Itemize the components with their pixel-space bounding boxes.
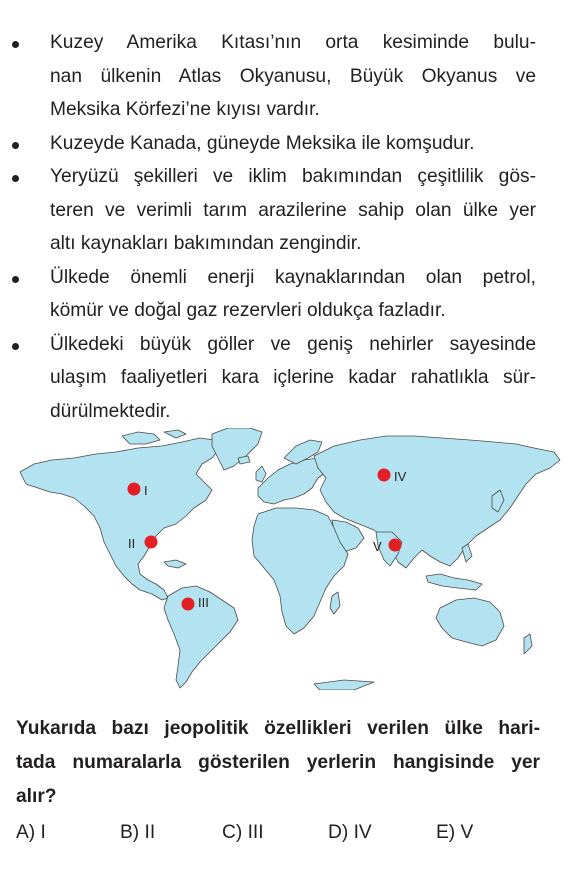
caribbean [164, 560, 186, 568]
bullet-dot-icon [12, 276, 19, 283]
madagascar [330, 592, 340, 614]
antarctica [314, 680, 374, 690]
continents [20, 428, 560, 690]
bullet-item [0, 261, 536, 328]
marker-v-dot [389, 539, 402, 552]
arctic-islands [122, 432, 160, 444]
option-e[interactable]: E) V [436, 822, 474, 843]
bullet-item [0, 127, 536, 161]
bullet-line: teren ve verimli tarım arazilerine sahip olan ülke yer [50, 199, 536, 221]
britain [256, 466, 266, 482]
marker-iii-label: III [198, 595, 209, 610]
marker-i-label: I [144, 483, 148, 498]
bullet-line: Ülkedeki büyük göller ve geniş nehirler sayesinde [50, 333, 536, 355]
africa [252, 508, 348, 634]
marker-ii-label: II [128, 536, 136, 551]
answer-options [16, 822, 556, 852]
bullet-line: Ülkede önemli enerji kaynaklarından olan petrol, [50, 266, 536, 288]
marker-iv-label: IV [394, 469, 407, 484]
bullet-line: Kuzey Amerika Kıtası’nın orta kesiminde bulu- [50, 32, 536, 53]
bullet-line: kömür ve doğal gaz rezervleri oldukça fazladır. [50, 300, 446, 321]
bullet-line: Kuzeyde Kanada, güneyde Meksika ile komşudur. [50, 132, 475, 154]
bullet-line: Yeryüzü şekilleri ve iklim bakımından çeşitlilik gös- [50, 166, 536, 187]
new-zealand [524, 634, 532, 654]
bullet-dot-icon [12, 142, 19, 149]
marker-v-label: V [373, 539, 382, 554]
option-a[interactable]: A) I [16, 822, 46, 843]
bullet-list [0, 26, 572, 428]
bullet-item [0, 328, 536, 429]
bullet-line: altı kaynakları bakımından zengindir. [50, 233, 362, 254]
option-c[interactable]: C) III [222, 822, 264, 843]
marker-ii-dot [145, 536, 158, 549]
world-map [14, 428, 562, 690]
question-line: Yukarıda bazı jeopolitik özellikleri verilen ülke hari- [16, 718, 540, 739]
bullet-dot-icon [12, 175, 19, 182]
bullet-line: Meksika Körfezi’ne kıyısı vardır. [50, 99, 320, 120]
question-text [16, 712, 540, 814]
australia [436, 598, 504, 646]
option-d[interactable]: D) IV [328, 822, 372, 843]
option-b[interactable]: B) II [120, 822, 156, 843]
arctic-islands [164, 430, 186, 438]
bullet-line: ulaşım faaliyetleri kara içlerine kadar rahatlıkla sür- [50, 367, 536, 388]
marker-iv-dot [378, 469, 391, 482]
bullet-line: dürülmektedir. [50, 400, 171, 422]
marker-iii-dot [182, 598, 195, 611]
marker-i-dot [128, 483, 141, 496]
question-line: tada numaralarla gösterilen yerlerin hangisinde yer [16, 752, 540, 773]
bullet-dot-icon [12, 41, 19, 48]
indonesia [426, 574, 482, 590]
north-america [20, 438, 220, 600]
bullet-item [0, 160, 536, 261]
question-line: alır? [16, 786, 57, 807]
bullet-line: nan ülkenin Atlas Okyanusu, Büyük Okyanus ve [50, 65, 536, 87]
bullet-dot-icon [12, 343, 19, 350]
bullet-item [0, 26, 536, 127]
greenland [212, 428, 262, 470]
philippines [462, 544, 472, 562]
